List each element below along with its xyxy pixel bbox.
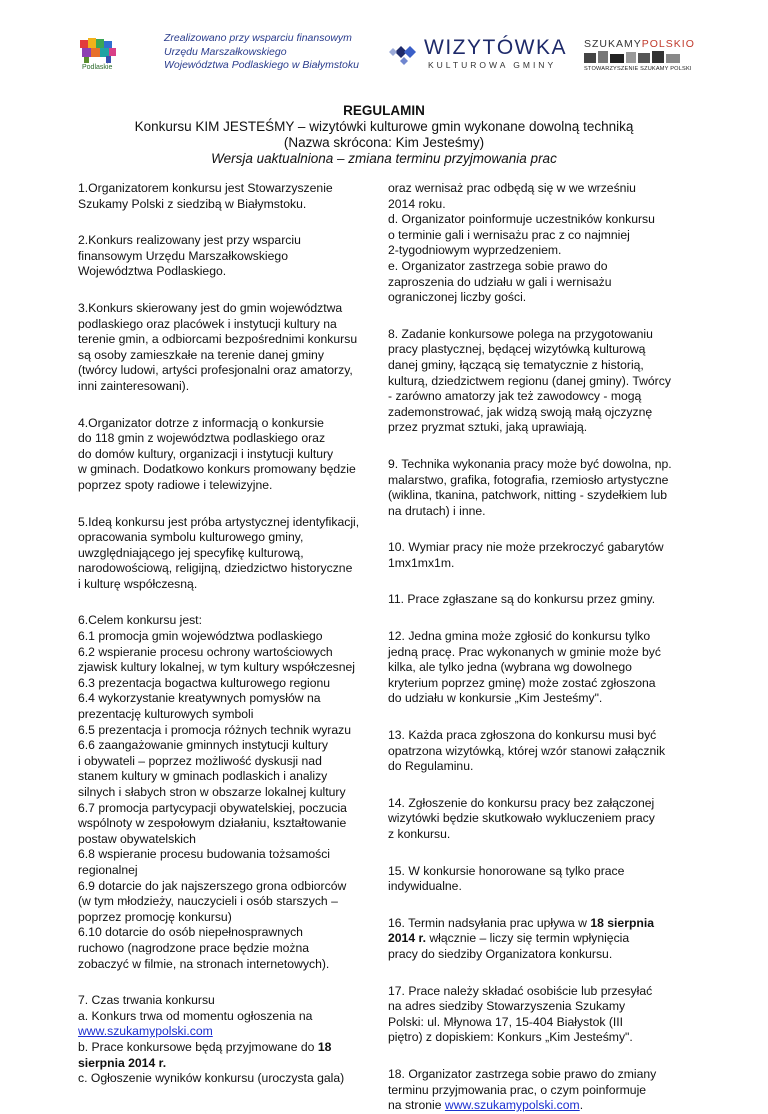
- paragraph-7-continued: oraz wernisaż prac odbędą się w we wrześniu 2014 roku. d. Organizator poinformuje uczestników konkursu o terminie gali i wernisażu prac z co najmniej 2-tygodniowym wyprzedzeniem. e. Organizator zastrzega sobie prawo do zaproszenia do udziału w gali i wernisażu ograniczonej liczby gości.: [388, 181, 655, 305]
- title-short-name: (Nazwa skrócona: Kim Jesteśmy): [283, 135, 485, 150]
- right-column: [388, 181, 672, 1114]
- paragraph-8: 8. Zadanie konkursowe polega na przygotowaniu pracy plastycznej, będącej wizytówką kulturową danej gminy, łączącą się tematycznie z historią, kulturą, dziedzictwem regionu (danej gminy). Twórcy - zarówno amatorzy jak też zawodowcy - mogą zademonstrować, jak widzą swoją małą ojczyznę przez pryzmat sztuki, jaką uprawiają.: [388, 326, 671, 435]
- paragraph-11: 11. Prace zgłaszane są do konkursu przez gminy.: [388, 592, 656, 607]
- bison-icon: [78, 36, 120, 66]
- paragraph-12: 12. Jedna gmina może zgłosić do konkursu tylko jedną pracę. Prac wykonanych w gminie może być kilka, ale tylko jedna (wybrana wg dowolnego kryterium poprzez gminę) może zostać zgłoszona do udziału w konkursie „Kim Jesteśmy".: [388, 629, 661, 706]
- paragraph-14: 14. Zgłoszenie do konkursu pracy bez załączonej wizytówki będzie skutkowało wykluczeniem pracy z konkursu.: [388, 795, 655, 841]
- paragraph-3: 3.Konkurs skierowany jest do gmin województwa podlaskiego oraz placówek i instytucji kultury na terenie gmin, a odbiorcami bezpośrednimi konkursu są osoby zamieszkałe na terenie danej gminy (twórcy ludowi, artyści profesjonalni oraz amatorzy, inni zainteresowani).: [78, 300, 358, 393]
- website-link-footer[interactable]: www.szukamypolski.com: [444, 1098, 580, 1113]
- title-version-note: Wersja uaktualniona – zmiana terminu przyjmowania prac: [211, 151, 557, 166]
- title-contest-name: Konkursu KIM JESTEŚMY – wizytówki kulturowe gmin wykonane dowolną techniką: [134, 119, 634, 134]
- document-header: [0, 30, 768, 80]
- wizytowka-logo: [388, 36, 567, 72]
- paragraph-10: 10. Wymiar pracy nie może przekroczyć gabarytów 1mx1mx1m.: [388, 540, 664, 570]
- wizytowka-subtitle: KULTUROWA GMINY: [428, 60, 557, 70]
- paragraph-17: 17. Prace należy składać osobiście lub przesyłać na adres siedziby Stowarzyszenia Szukamy Polski: ul. Młynowa 17, 15-404 Białystok (III piętro) z dopiskiem: Konkurs „Kim Jesteśmy".: [388, 983, 653, 1045]
- paragraph-7: 7. Czas trwania konkursu a. Konkurs trwa od momentu ogłoszenia na www.szukamypolski.com b. Prace konkursowe będą przyjmowane do 18 sierpnia 2014 r. c. Ogłoszenie wyników konkursu (uroczysta gala): [78, 993, 345, 1086]
- website-link[interactable]: www.szukamypolski.com: [78, 1024, 213, 1039]
- funding-note: Zrealizowano przy wsparciu finansowym Urzędu Marszałkowskiego Województwa Podlaskiego w Białymstoku: [164, 32, 359, 71]
- paragraph-9: 9. Technika wykonania pracy może być dowolna, np. malarstwo, grafika, fotografia, rzemiosło artystyczne (wiklina, tkanina, patchwork, nitting - szydełkiem lub na drutach) i inne.: [388, 456, 672, 518]
- paragraph-5: 5.Ideą konkursu jest próba artystycznej identyfikacji, opracowania symbolu kulturowego gminy, uwzględniającego jej specyfikę kulturową, narodowościową, religijną, dziedzictwo historyczne i kulturę współczesną.: [78, 514, 360, 591]
- paragraph-2: 2.Konkurs realizowany jest przy wsparciu finansowym Urzędu Marszałkowskiego Województwa Podlaskiego.: [78, 233, 301, 279]
- paragraph-18: 18. Organizator zastrzega sobie prawo do zmiany terminu przyjmowania prac, o czym poinformuje na stronie www.szukamypolski.com.: [388, 1066, 657, 1113]
- paragraph-16: 16. Termin nadsyłania prac upływa w 18 sierpnia 2014 r. włącznie – liczy się termin wpłynięcia pracy do siedziby Organizatora konkursu.: [388, 915, 655, 961]
- paragraph-4: 4.Organizator dotrze z informacją o konkursie do 118 gmin z województwa podlaskiego oraz do domów kultury, organizacji i instytucji kultury w gminach. Dodatkowo konkurs promowany będzie poprzez spoty radiowe i telewizyjne.: [78, 415, 356, 492]
- pattern-strip-icon: [584, 51, 684, 65]
- title-heading: REGULAMIN: [343, 103, 425, 118]
- paragraph-13: 13. Każda praca zgłoszona do konkursu musi być opatrzona wizytówką, której wzór stanowi załącznik do Regulaminu.: [388, 728, 666, 774]
- paragraph-15: 15. W konkursie honorowane są tylko prace indywidualne.: [388, 863, 625, 894]
- document-title: [0, 103, 768, 167]
- szukamy-wordmark: SZUKAMYPOLSKIO: [584, 38, 695, 50]
- szukamy-polski-logo: [582, 38, 695, 78]
- wizytowka-title: WIZYTÓWKA: [424, 36, 567, 59]
- diamond-chain-icon: [388, 39, 424, 69]
- podlaskie-logo: [78, 36, 120, 78]
- szukamy-caption: STOWARZYSZENIE SZUKAMY POLSKI: [584, 66, 692, 72]
- left-column: [78, 181, 359, 1087]
- paragraph-6: 6.Celem konkursu jest: 6.1 promocja gmin województwa podlaskiego 6.2 wspieranie procesu ochrony wartościowych zjawisk kultury lokalnej, w tym kultury współczesnej 6.3 prezentacja bogactwa kulturowego regionu 6.4 wykorzystanie kreatywnych pomysłów na prezentację kulturowych symboli 6.5 prezentacja i promocja różnych technik wyrazu 6.6 zaangażowanie gminnych instytucji kultury i obywateli – poprzez możliwość dyskusji nad stanem kultury w gminach podlaskich i analizy silnych i słabych stron w obszarze lokalnej kultury 6.7 promocja partycypacji obywatelskiej, poczucia wspólnoty w zespołowym działaniu, kształtowanie postaw obywatelskich 6.8 wspieranie procesu budowania tożsamości regionalnej 6.9 dotarcie do jak najszerszego grona odbiorców (w tym młodzieży, nauczycieli i osób starszych – poprzez promocję konkursu) 6.10 dotarcie do osób niepełnosprawnych ruchowo (nagrodzone prace będzie można zobaczyć w filmie, na stronach internetowych).: [78, 613, 356, 971]
- podlaskie-label: Podlaskie: [82, 64, 113, 71]
- paragraph-1: 1.Organizatorem konkursu jest Stowarzyszenie Szukamy Polski z siedzibą w Białymstoku.: [78, 181, 333, 211]
